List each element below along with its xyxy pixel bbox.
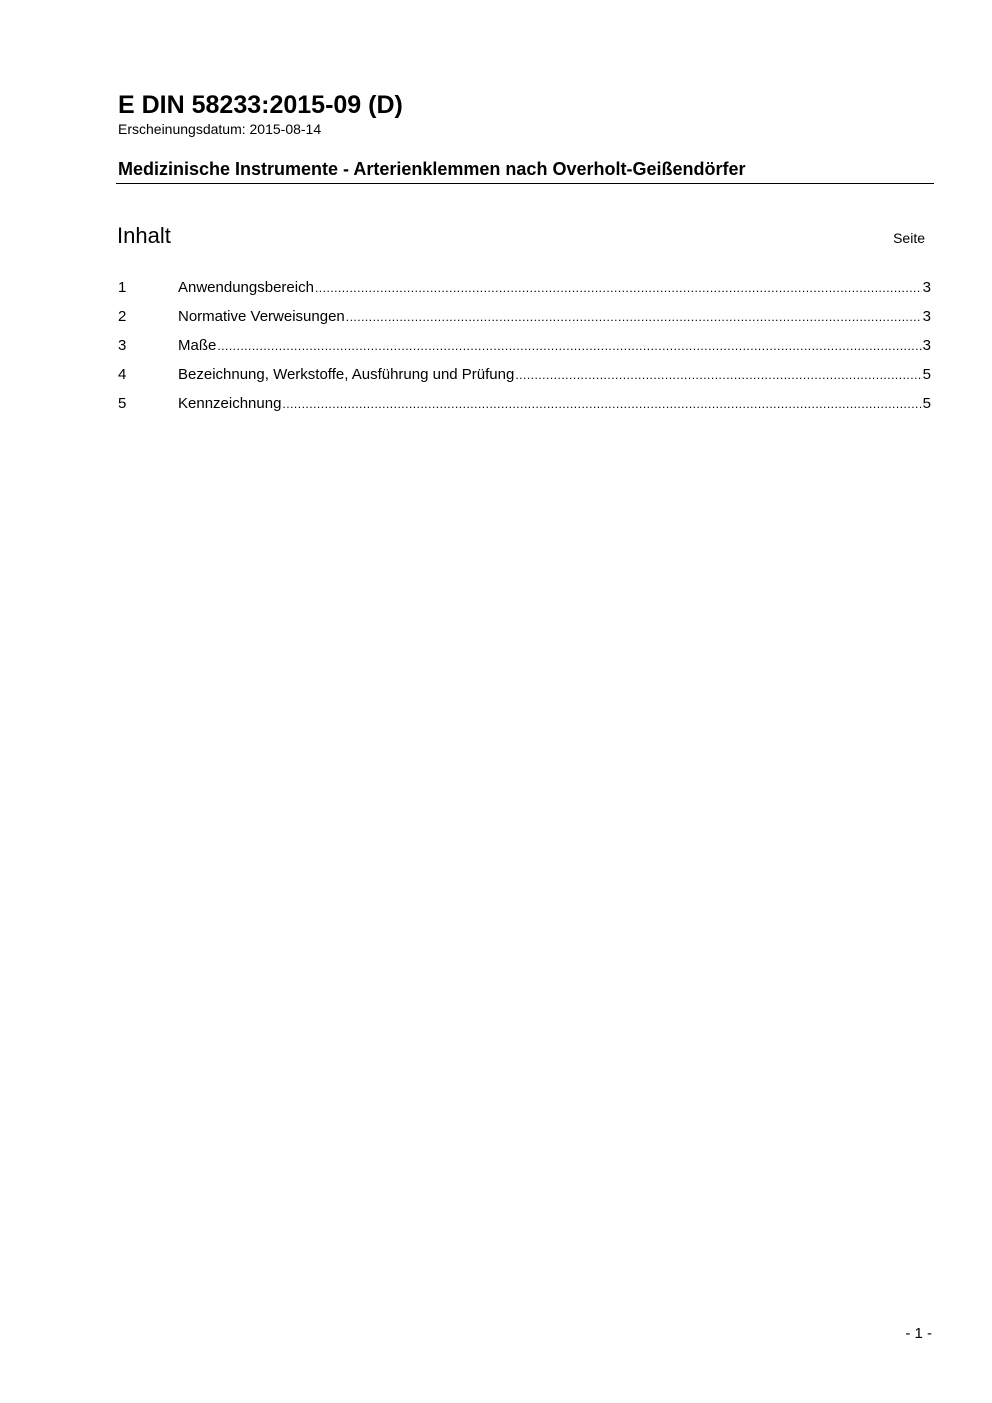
toc-entry-page: 5	[922, 366, 931, 383]
toc-page-column-heading: Seite	[893, 230, 925, 246]
toc-entry-anwendungsbereich[interactable]	[118, 279, 931, 308]
document-title: Medizinische Instrumente - Arterienklemmen nach Overholt-Geißendörfer	[118, 159, 746, 179]
toc-entry-text: Normative Verweisungen	[178, 308, 345, 325]
toc-dot-leader	[346, 308, 922, 326]
toc-entry-kennzeichnung[interactable]	[118, 395, 931, 424]
toc-dot-leader	[515, 366, 921, 384]
toc-entry-number: 5	[118, 395, 127, 412]
toc-dot-leader	[315, 279, 922, 297]
page-number: - 1 -	[905, 1325, 932, 1342]
toc-entry-text: Kennzeichnung	[178, 395, 282, 412]
toc-entry-number: 2	[118, 308, 127, 325]
toc-entry-page: 3	[922, 279, 931, 296]
toc-entry-normative-verweisungen[interactable]	[118, 308, 931, 337]
toc-entry-bezeichnung[interactable]	[118, 366, 931, 395]
toc-entry-page: 3	[922, 337, 931, 354]
toc-entry-page: 5	[922, 395, 931, 412]
toc-entry-masse[interactable]	[118, 337, 931, 366]
toc-entry-number: 1	[118, 279, 127, 296]
toc-entry-number: 4	[118, 366, 127, 383]
title-underline-divider	[116, 183, 934, 184]
toc-entry-text: Maße	[178, 337, 217, 354]
document-id: E DIN 58233:2015-09 (D)	[118, 91, 403, 119]
toc-dot-leader	[282, 395, 921, 413]
toc-entry-text: Anwendungsbereich	[178, 279, 314, 296]
table-of-contents	[118, 279, 931, 424]
toc-entry-page: 3	[922, 308, 931, 325]
toc-entry-text: Bezeichnung, Werkstoffe, Ausführung und Prüfung	[178, 366, 515, 383]
toc-entry-number: 3	[118, 337, 127, 354]
publication-date: Erscheinungsdatum: 2015-08-14	[118, 121, 322, 137]
toc-dot-leader	[217, 337, 921, 355]
toc-heading: Inhalt	[117, 223, 171, 248]
